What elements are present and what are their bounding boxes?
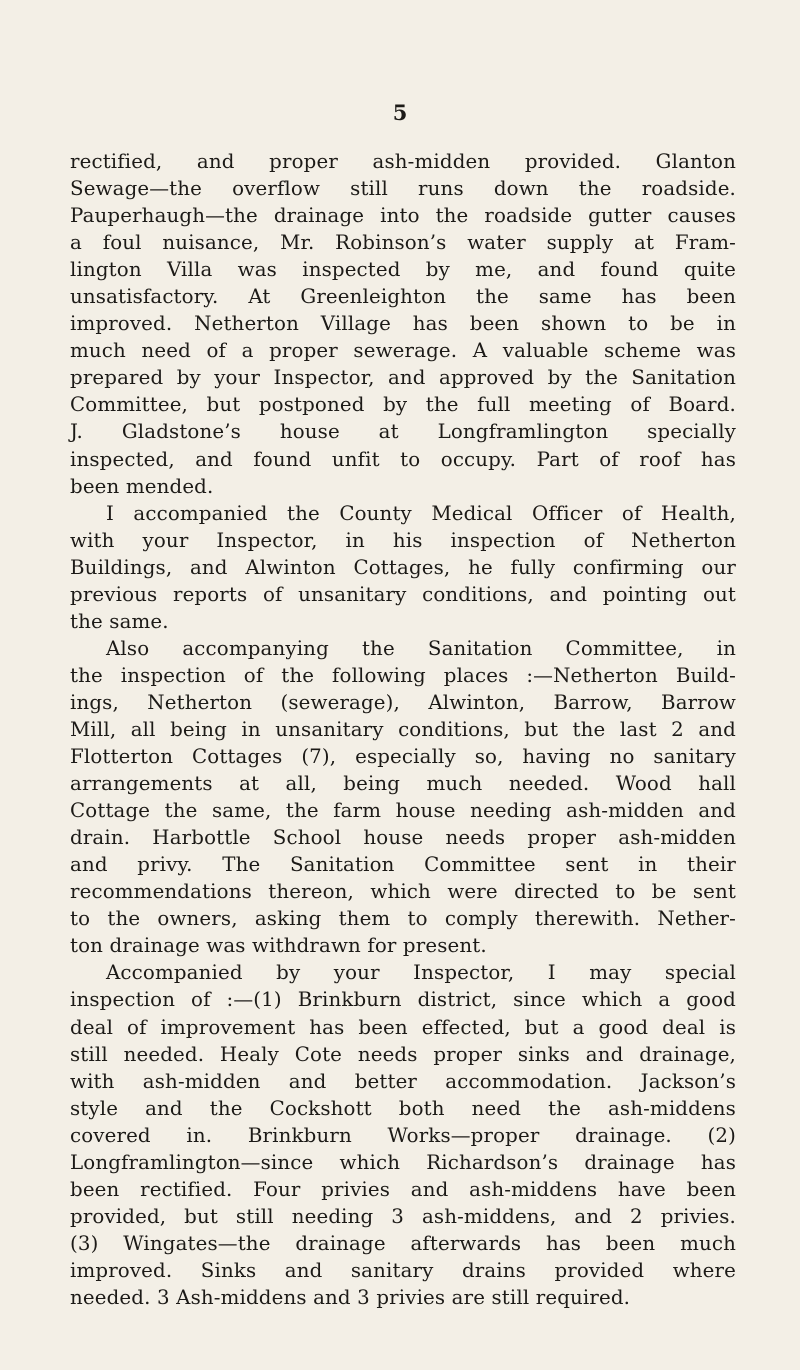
body-text [70,148,736,1311]
text-line: been rectified. Four privies and ash-middens have been [70,1177,736,1201]
text-line: Sewage—the overflow still runs down the roadside. [70,177,736,201]
text-line: lington Villa was inspected by me, and found quite [70,258,736,282]
text-line: J. Gladstone’s house at Longframlington specially [70,420,736,444]
text-line: ton drainage was withdrawn for present. [70,934,487,958]
text-line: Mill, all being in unsanitary conditions, but the last 2 and [70,717,736,741]
text-line: to the owners, asking them to comply therewith. Nether- [70,907,736,931]
text-line: with your Inspector, in his inspection of Netherton [70,528,736,552]
text-line: style and the Cockshott both need the ash-middens [70,1096,736,1120]
text-line: improved. Netherton Village has been shown to be in [70,312,736,336]
text-line: improved. Sinks and sanitary drains provided where [70,1258,736,1282]
text-line: Accompanied by your Inspector, I may special [106,961,736,985]
text-line: the same. [70,609,169,633]
text-line: the inspection of the following places :—Netherton Build- [70,663,736,687]
text-line: still needed. Healy Cote needs proper sinks and drainage, [70,1042,736,1066]
text-line: a foul nuisance, Mr. Robinson’s water supply at Fram- [70,231,736,255]
text-line: covered in. Brinkburn Works—proper drainage. (2) [70,1123,736,1147]
text-line: rectified, and proper ash-midden provided. Glanton [70,150,736,173]
text-line: prepared by your Inspector, and approved by the Sanitation [70,366,736,390]
paragraph [70,500,736,635]
text-line: Cottage the same, the farm house needing ash-midden and [70,799,736,823]
text-line: inspection of :—(1) Brinkburn district, since which a good [70,988,736,1012]
text-line: with ash-midden and better accommodation. Jackson’s [70,1069,736,1093]
text-line: needed. 3 Ash-middens and 3 privies are still required. [70,1285,631,1309]
text-line: previous reports of unsanitary conditions, and pointing out [70,582,736,606]
text-line: recommendations thereon, which were directed to be sent [70,880,736,904]
text-line: deal of improvement has been effected, but a good deal is [70,1015,736,1039]
text-line: Buildings, and Alwinton Cottages, he fully confirming our [70,555,736,579]
paragraph [70,148,736,500]
text-line: provided, but still needing 3 ash-middens, and 2 privies. [70,1204,736,1228]
paragraph [70,959,736,1311]
text-line: I accompanied the County Medical Officer of Health, [106,501,736,525]
paragraph [70,635,736,960]
text-line: been mended. [70,474,214,498]
text-line: Pauperhaugh—the drainage into the roadside gutter causes [70,204,736,228]
text-line: much need of a proper sewerage. A valuable scheme was [70,339,736,363]
text-line: unsatisfactory. At Greenleighton the same has been [70,285,736,309]
text-line: inspected, and found unfit to occupy. Part of roof has [70,447,736,471]
text-line: arrangements at all, being much needed. Wood hall [70,772,736,796]
text-line: and privy. The Sanitation Committee sent in their [70,853,736,877]
text-line: Flotterton Cottages (7), especially so, having no sanitary [70,745,736,769]
text-line: drain. Harbottle School house needs proper ash-midden [70,826,736,850]
text-line: Longframlington—since which Richardson’s drainage has [70,1150,736,1174]
page-number: 5 [392,100,408,125]
text-line: Committee, but postponed by the full meeting of Board. [70,393,736,417]
text-line: ings, Netherton (sewerage), Alwinton, Barrow, Barrow [70,690,736,714]
text-line: (3) Wingates—the drainage afterwards has been much [70,1231,736,1255]
text-line: Also accompanying the Sanitation Committee, in [106,636,736,660]
